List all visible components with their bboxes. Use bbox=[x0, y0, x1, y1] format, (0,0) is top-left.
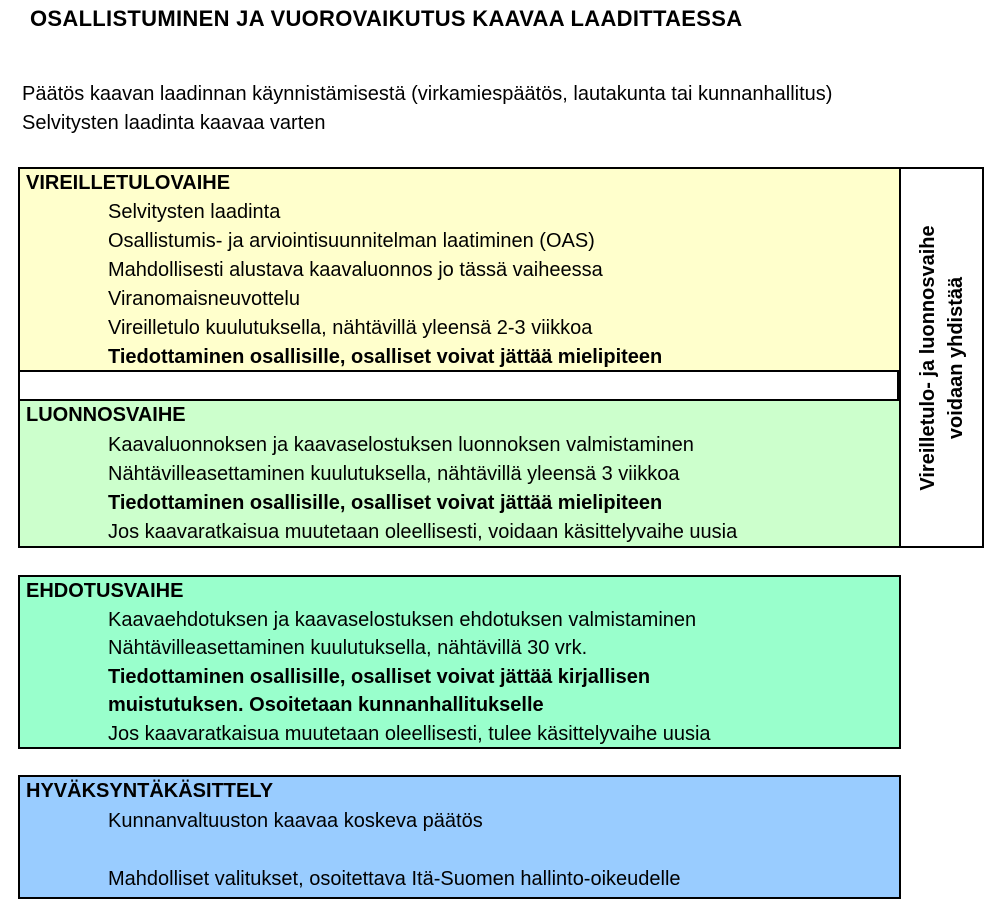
page-title: OSALLISTUMINEN JA VUOROVAIKUTUS KAAVAA LAADITTAESSA bbox=[30, 6, 743, 31]
phase-line: Kunnanvaltuuston kaavaa koskeva päätös bbox=[108, 810, 483, 832]
side-note-line: voidaan yhdistää bbox=[944, 276, 967, 439]
phase-line: Vireilletulo kuulutuksella, nähtävillä yleensä 2-3 viikkoa bbox=[108, 317, 593, 339]
phase-line-emphasis: muistutuksen. Osoitetaan kunnanhallitukselle bbox=[108, 694, 544, 716]
phase-line: Mahdollisesti alustava kaavaluonnos jo tässä vaiheessa bbox=[108, 259, 603, 281]
phase-heading: LUONNOSVAIHE bbox=[26, 404, 186, 426]
phase-line: Kaavaehdotuksen ja kaavaselostuksen ehdotuksen valmistaminen bbox=[108, 609, 697, 631]
phase-gap bbox=[18, 370, 899, 401]
phase-line-emphasis: Tiedottaminen osallisille, osalliset voivat jättää mielipiteen bbox=[108, 492, 663, 514]
side-note-line: Vireilletulo- ja luonnosvaihe bbox=[916, 224, 939, 491]
phase-line-emphasis: Tiedottaminen osallisille, osalliset voivat jättää mielipiteen bbox=[108, 346, 663, 368]
phase-line: Kaavaluonnoksen ja kaavaselostuksen luonnoksen valmistaminen bbox=[108, 434, 694, 456]
side-note bbox=[899, 167, 984, 548]
side-note-text bbox=[914, 225, 970, 490]
phase-hyvaksynta bbox=[18, 775, 901, 899]
phase-heading: EHDOTUSVAIHE bbox=[26, 580, 184, 602]
phase-ehdotus bbox=[18, 575, 901, 749]
phase-vireilletulo bbox=[18, 167, 901, 372]
phase-line: Nähtävilleasettaminen kuulutuksella, nähtävillä yleensä 3 viikkoa bbox=[108, 463, 680, 485]
phase-luonnos bbox=[18, 399, 901, 548]
phase-heading: HYVÄKSYNTÄKÄSITTELY bbox=[26, 780, 274, 802]
intro-surveys: Selvitysten laadinta kaavaa varten bbox=[22, 112, 326, 134]
phase-line: Jos kaavaratkaisua muutetaan oleellisesti, voidaan käsittelyvaihe uusia bbox=[108, 521, 738, 543]
phase-line-emphasis: Tiedottaminen osallisille, osalliset voivat jättää kirjallisen bbox=[108, 666, 651, 688]
phase-line: Nähtävilleasettaminen kuulutuksella, nähtävillä 30 vrk. bbox=[108, 637, 588, 659]
phase-line: Viranomaisneuvottelu bbox=[108, 288, 300, 310]
phase-heading: VIREILLETULOVAIHE bbox=[26, 172, 231, 194]
phase-line: Jos kaavaratkaisua muutetaan oleellisesti, tulee käsittelyvaihe uusia bbox=[108, 723, 711, 745]
phase-line: Osallistumis- ja arviointisuunnitelman laatiminen (OAS) bbox=[108, 230, 595, 252]
phase-line: Selvitysten laadinta bbox=[108, 201, 281, 223]
intro-decision: Päätös kaavan laadinnan käynnistämisestä (virkamiespäätös, lautakunta tai kunnanhallitus) bbox=[22, 83, 833, 105]
phase-line: Mahdolliset valitukset, osoitettava Itä-Suomen hallinto-oikeudelle bbox=[108, 868, 681, 890]
